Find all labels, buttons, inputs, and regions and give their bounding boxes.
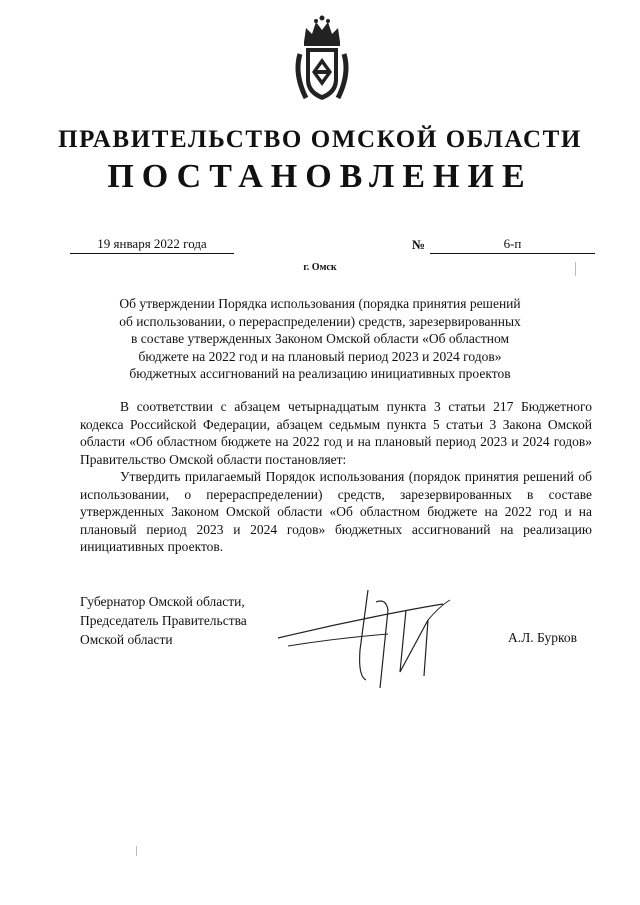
subject-line: бюджетных ассигнований на реализацию инициативных проектов bbox=[129, 366, 511, 381]
omsk-coat-of-arms-icon bbox=[292, 14, 352, 106]
document-type-title: ПОСТАНОВЛЕНИЕ bbox=[107, 158, 533, 195]
subject-line: об использовании, о перераспределении) средств, зарезервированных bbox=[119, 313, 521, 329]
scan-mark bbox=[136, 846, 137, 856]
subject-line: Об утверждении Порядка использования (порядка принятия решений bbox=[119, 296, 521, 311]
handwritten-signature bbox=[268, 580, 478, 690]
scan-mark bbox=[575, 262, 576, 276]
document-number: 6-п bbox=[430, 235, 595, 254]
signer-position-line: Губернатор Омской области, bbox=[80, 594, 245, 609]
signer-name: А.Л. Бурков bbox=[508, 630, 577, 645]
document-date: 19 января 2022 года bbox=[70, 235, 234, 254]
document-subject bbox=[80, 295, 560, 383]
subject-line: бюджете на 2022 год и на плановый период 2023 и 2024 годов» bbox=[138, 348, 502, 364]
document-body bbox=[80, 398, 592, 556]
government-title: ПРАВИТЕЛЬСТВО ОМСКОЙ ОБЛАСТИ bbox=[58, 126, 582, 153]
signer-position-line: Омской области bbox=[80, 632, 173, 647]
city-label: г. Омск bbox=[303, 262, 337, 273]
body-paragraph: В соответствии с абзацем четырнадцатым пункта 3 статьи 217 Бюджетного кодекса Российской Федерации, абзацем седьмым пункта 5 статьи 3 Закона Омской области «Об областном бюджете на 2022 год и на плановый период 2023 и 2024 годов» Правительство Омской области постановляет: bbox=[80, 399, 592, 467]
number-sign: № bbox=[412, 237, 426, 252]
signer-position-line: Председатель Правительства bbox=[80, 613, 247, 628]
subject-line: в составе утвержденных Законом Омской области «Об областном bbox=[131, 331, 509, 346]
body-paragraph: Утвердить прилагаемый Порядок использования (порядок принятия решений об использовании, о перераспределении) средств, зарезервированных в составе утвержденных Законом Омской области «Об областном бюджете на 2022 год и на плановый период 2023 и 2024 годов» бюджетных ассигнований на реализацию инициативных проектов. bbox=[80, 469, 592, 554]
